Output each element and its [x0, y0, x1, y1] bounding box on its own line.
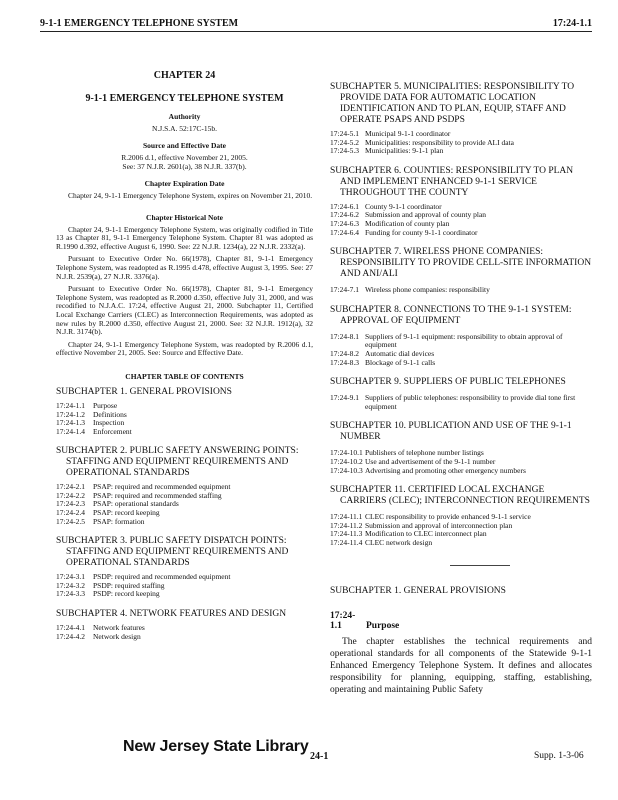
toc-entry-number: 17:24-6.2: [330, 210, 359, 220]
authority-text: N.J.S.A. 52:17C-15b.: [151, 124, 217, 133]
toc-entry-number: 17:24-5.2: [330, 137, 359, 147]
source-line: R.2006 d.1, effective November 21, 2005.: [121, 153, 248, 162]
subchapter-heading: SUBCHAPTER 4. NETWORK FEATURES AND DESIGN: [56, 609, 287, 620]
toc-entry-title: PSDP: record keeping: [93, 589, 160, 599]
toc-entry-title: Inspection: [93, 418, 125, 428]
toc-entry-title: PSAP: required and recommended equipment: [93, 482, 231, 492]
right-column: [330, 70, 592, 696]
toc-entry-title: Network features: [93, 623, 145, 633]
toc-entry-title: Automatic dial devices: [365, 348, 435, 358]
toc-entry-number: 17:24-10.1: [330, 448, 363, 458]
toc-entry-number: 17:24-2.1: [56, 482, 85, 492]
toc-entry-number: 17:24-10.2: [330, 456, 363, 466]
toc-entry-number: 17:24-1.4: [56, 426, 85, 436]
subchapter-heading: SUBCHAPTER 3. PUBLIC SAFETY DISPATCH POINTS: STAFFING AND EQUIPMENT REQUIREMENTS AND OPERATIONAL STANDARDS: [56, 536, 289, 569]
toc-entry-title: Definitions: [93, 409, 127, 419]
toc-entry-number: 17:24-6.1: [330, 201, 359, 211]
toc-entry-title: Enforcement: [93, 426, 132, 436]
toc-entry-number: 17:24-3.3: [56, 589, 85, 599]
subchapter-heading: SUBCHAPTER 11. CERTIFIED LOCAL EXCHANGE CARRIERS (CLEC); INTERCONNECTION REQUIREMENTS: [330, 485, 590, 507]
toc-entry-number: 17:24-6.4: [330, 227, 359, 237]
toc-entry-title: PSAP: operational standards: [93, 499, 179, 509]
source-line: See: 37 N.J.R. 2601(a), 38 N.J.R. 337(b).: [122, 162, 247, 171]
historical-paragraph: Chapter 24, 9-1-1 Emergency Telephone System, was readopted by R.2006 d.1, effective November 21, 2005. See: Source and Effective Date.: [56, 339, 313, 358]
toc-entry-number: 17:24-4.2: [56, 631, 85, 641]
toc-entry-number: 17:24-11.3: [330, 529, 363, 539]
toc-entry-title: Advertising and promoting other emergency numbers: [365, 465, 526, 475]
section-heading: [330, 611, 592, 631]
historical-paragraph: Pursuant to Executive Order No. 66(1978), Chapter 81, 9-1-1 Emergency Telephone System, was readopted as R.1995 d.478, effective August 3, 1995. See: 27 N.J.R. 2539(a), 27 N.J.R. 3376(a).: [56, 254, 313, 281]
toc-entry-title: Municipal 9-1-1 coordinator: [365, 129, 451, 138]
toc-entry-title: Submission and approval of county plan: [365, 210, 487, 220]
toc-entry-title: PSAP: formation: [93, 516, 145, 526]
toc-entry-title: Modification of county plan: [365, 218, 450, 228]
toc-entry: [330, 539, 592, 548]
section-title: Purpose: [366, 621, 400, 632]
toc-entry-title: CLEC responsibility to provide enhanced 9-1-1 service: [365, 512, 531, 522]
toc-entry: [330, 147, 592, 156]
toc-entry-number: 17:24-8.3: [330, 357, 359, 367]
historical-paragraph: Chapter 24, 9-1-1 Emergency Telephone System, was originally codified in Title 13 as Chapter 81, 9-1-1 Emergency Telephone System. Chapter 81 was adopted as R.1990 d.392, effective August 6, 1990. See: 22 N.J.R. 1234(a), 22 N.J.R. 2332(a).: [56, 224, 313, 251]
toc-entry-title: Submission and approval of interconnection plan: [365, 520, 513, 530]
subchapter-heading: SUBCHAPTER 10. PUBLICATION AND USE OF THE 9-1-1 NUMBER: [330, 421, 572, 443]
toc-entry-number: 17:24-4.1: [56, 623, 85, 633]
toc-entry-title: Modification to CLEC interconnect plan: [365, 529, 487, 539]
toc-entry-number: 17:24-8.1: [330, 331, 359, 341]
header-rule: [40, 31, 592, 32]
toc-entry-title: PSAP: record keeping: [93, 508, 160, 518]
toc-entry: [330, 359, 592, 368]
toc-entry-title: Funding for county 9-1-1 coordinator: [365, 227, 478, 237]
toc-entry: [56, 428, 313, 437]
toc-entry-number: 17:24-3.2: [56, 580, 85, 590]
subchapter-heading: SUBCHAPTER 6. COUNTIES: RESPONSIBILITY TO PLAN AND IMPLEMENT ENHANCED 9-1-1 SERVICE THROUGHOUT THE COUNTY: [330, 165, 574, 198]
chapter-number: CHAPTER 24: [153, 70, 216, 81]
toc-entry-title: PSAP: required and recommended staffing: [93, 490, 222, 500]
toc-entry-number: 17:24-11.2: [330, 520, 363, 530]
toc-entry-title: Purpose: [93, 400, 118, 410]
toc-entry-title: PSDP: required staffing: [93, 580, 165, 590]
toc-entry-number: 17:24-2.3: [56, 499, 85, 509]
header-chapter-title: 9-1-1 EMERGENCY TELEPHONE SYSTEM: [40, 18, 239, 29]
toc-entry-title: County 9-1-1 coordinator: [365, 201, 442, 211]
toc-entry: [330, 333, 592, 350]
toc-entry-number: 17:24-2.2: [56, 490, 85, 500]
toc-heading: CHAPTER TABLE OF CONTENTS: [125, 371, 244, 381]
toc-entry-title: Wireless phone companies: responsibility: [365, 285, 490, 295]
section-number: 17:24-1.1: [330, 611, 356, 632]
toc-entry: [56, 518, 313, 527]
toc-entry: [330, 467, 592, 476]
toc-entry: [56, 633, 313, 642]
toc-entry: [330, 286, 592, 295]
subchapter-heading: SUBCHAPTER 5. MUNICIPALITIES: RESPONSIBILITY TO PROVIDE DATA FOR AUTOMATIC LOCATION IDENTIFICATION AND TO PLAN, EQUIP, STAFF AND OPERATE PSAPS AND PSDPS: [330, 82, 575, 125]
page-number: 24-1: [310, 751, 329, 762]
toc-entry-title: PSDP: required and recommended equipment: [93, 572, 231, 582]
toc-entry-number: 17:24-8.2: [330, 348, 359, 358]
subchapter-heading: SUBCHAPTER 8. CONNECTIONS TO THE 9-1-1 SYSTEM: APPROVAL OF EQUIPMENT: [330, 304, 572, 326]
toc-entry-title: Publishers of telephone number listings: [365, 448, 484, 458]
subchapter-heading: SUBCHAPTER 9. SUPPLIERS OF PUBLIC TELEPHONES: [330, 377, 566, 388]
supplement-date: Supp. 1-3-06: [534, 751, 584, 761]
toc-entry-number: 17:24-7.1: [330, 285, 359, 295]
library-watermark: New Jersey State Library: [123, 738, 309, 755]
subchapter-heading: SUBCHAPTER 7. WIRELESS PHONE COMPANIES: RESPONSIBILITY TO PROVIDE CELL-SITE INFORMATION AND ANI/ALI: [330, 247, 592, 280]
chapter-title: 9-1-1 EMERGENCY TELEPHONE SYSTEM: [85, 93, 284, 104]
body-subchapter-heading: SUBCHAPTER 1. GENERAL PROVISIONS: [330, 586, 506, 597]
section-divider: [450, 565, 510, 566]
toc-entry-number: 17:24-1.2: [56, 409, 85, 419]
toc-entry-title: Network design: [93, 631, 141, 641]
subchapter-heading: SUBCHAPTER 1. GENERAL PROVISIONS: [56, 386, 232, 397]
toc-entry-number: 17:24-2.5: [56, 516, 85, 526]
toc-entry: [56, 590, 313, 599]
toc-entry-number: 17:24-5.1: [330, 129, 359, 138]
toc-entry-number: 17:24-10.3: [330, 465, 363, 475]
toc-entry-title: Municipalities: responsibility to provide ALI data: [365, 137, 514, 147]
toc-entry-number: 17:24-6.3: [330, 218, 359, 228]
toc-entry: [330, 394, 592, 411]
toc-entry-title: Suppliers of public telephones: responsibility to provide dial tone first equipment: [365, 393, 576, 411]
toc-entry-number: 17:24-2.4: [56, 508, 85, 518]
toc-entry-number: 17:24-11.4: [330, 537, 363, 547]
authority-heading: Authority: [168, 112, 201, 121]
source-heading: Source and Effective Date: [143, 141, 226, 150]
toc-entry-number: 17:24-9.1: [330, 393, 359, 403]
toc-entry-number: 17:24-1.3: [56, 418, 85, 428]
header-section-number: 17:24-1.1: [552, 18, 592, 29]
toc-entry-title: Use and advertisement of the 9-1-1 number: [365, 456, 496, 466]
toc-entry: [330, 229, 592, 238]
toc-entry-number: 17:24-1.1: [56, 400, 85, 410]
toc-entry-title: Blockage of 9-1-1 calls: [365, 357, 436, 367]
subchapter-heading: SUBCHAPTER 2. PUBLIC SAFETY ANSWERING POINTS: STAFFING AND EQUIPMENT REQUIREMENTS AND OPERATIONAL STANDARDS: [56, 446, 299, 479]
toc-entry-number: 17:24-3.1: [56, 572, 85, 582]
expiration-text: Chapter 24, 9-1-1 Emergency Telephone System, expires on November 21, 2010.: [68, 191, 313, 200]
left-column: [56, 70, 313, 641]
historical-paragraph: Pursuant to Executive Order No. 66(1978), Chapter 81, 9-1-1 Emergency Telephone System, was readopted as R.2000 d.350, effective July 31, 2000, and was recodified to N.J.A.C. 17:24, effective August 21, 2000. Subchapter 11, Certified Local Exchange Carriers (CLEC) as Interconnection Requirements, was adopted as new rules by R.2000 d.350, effective August 21, 2000. See: 32 N.J.R. 1912(a), 32 N.J.R. 3174(b).: [56, 284, 313, 337]
expiration-heading: Chapter Expiration Date: [144, 179, 225, 188]
toc-entry-number: 17:24-5.3: [330, 146, 359, 156]
toc-entry-title: Suppliers of 9-1-1 equipment: responsibility to obtain approval of equipment: [365, 331, 563, 350]
toc-entry-title: CLEC network design: [365, 537, 433, 547]
historical-heading: Chapter Historical Note: [146, 212, 223, 222]
toc-entry-number: 17:24-11.1: [330, 512, 363, 522]
body-paragraph: The chapter establishes the technical requirements and operational standards for all components of the Statewide 9-1-1 Enhanced Emergency Telephone System. It defines and allocates responsibility for planning, equipping, staffing, establishing, operating and maintaining Public Safety: [330, 637, 592, 695]
toc-entry-title: Municipalities: 9-1-1 plan: [365, 146, 444, 156]
